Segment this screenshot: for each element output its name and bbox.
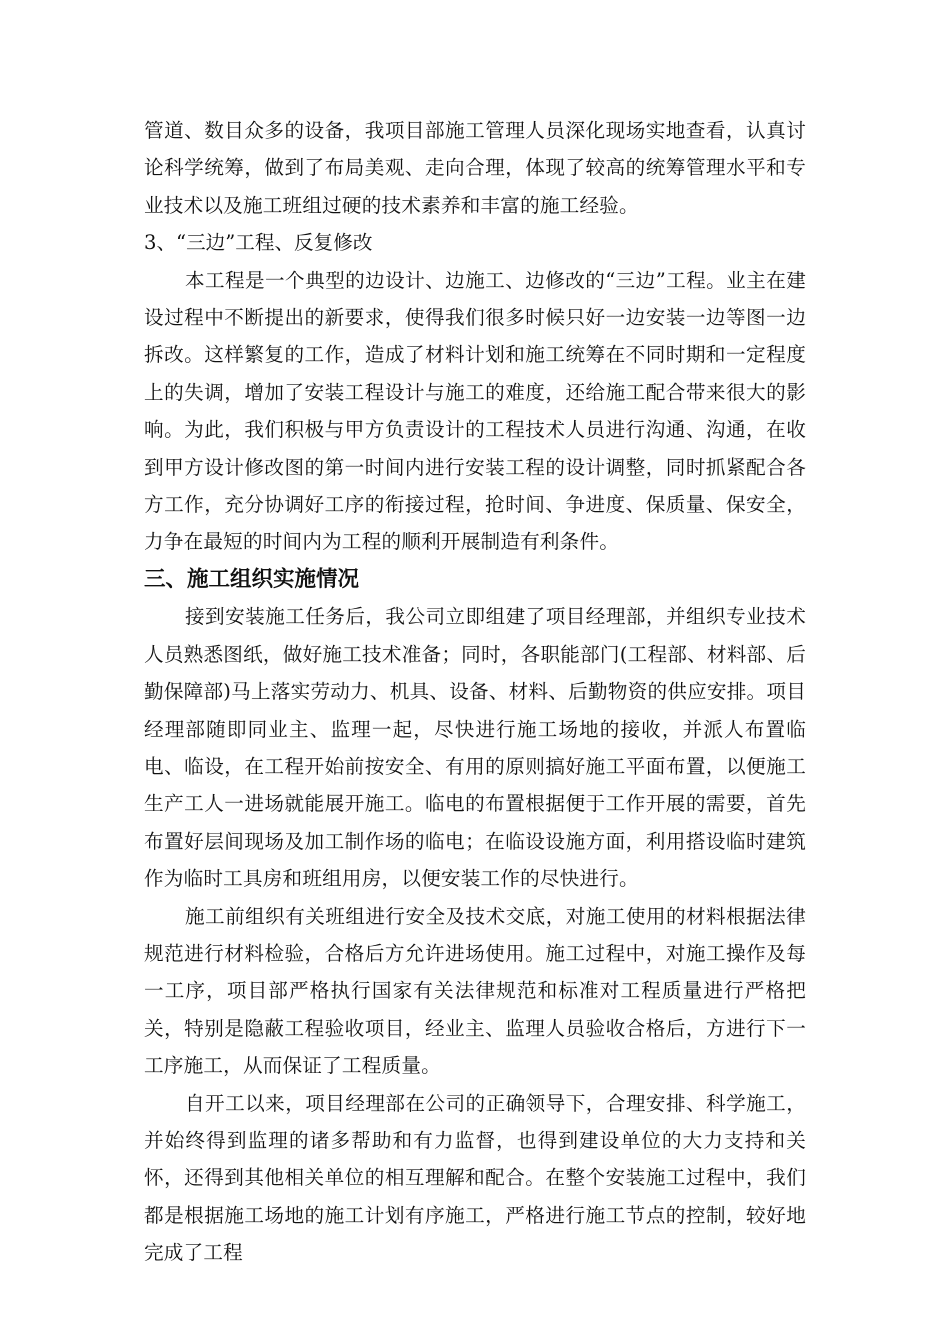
section-paragraph-1: 接到安装施工任务后，我公司立即组建了项目经理部，并组织专业技术人员熟悉图纸，做好施工技术准备；同时，各职能部门(工程部、材料部、后勤保障部)马上落实劳动力、机具、设备、材料、后勤物资的供应安排。项目经理部随即同业主、监理一起，尽快进行施工场地的接收，并派人布置临电、临设，在工程开始前按安全、有用的原则搞好施工平面布置，以便施工生产工人一进场就能展开施工。临电的布置根据便于工作开展的需要，首先布置好层间现场及加工制作场的临电；在临设设施方面，利用搭设临时建筑作为临时工具房和班组用房，以便安装工作的尽快进行。	[144, 605, 806, 891]
subheading-three-sides: 3、“三边”工程、反复修改	[144, 231, 373, 255]
paragraph-three-sides: 本工程是一个典型的边设计、边施工、边修改的“三边”工程。业主在建设过程中不断提出的新要求，使得我们很多时候只好一边安装一边等图一边拆改。这样繁复的工作，造成了材料计划和施工统筹在不同时期和一定程度上的失调，增加了安装工程设计与施工的难度，还给施工配合带来很大的影响。为此，我们积极与甲方负责设计的工程技术人员进行沟通、沟通，在收到甲方设计修改图的第一时间内进行安装工程的设计调整，同时抓紧配合各方工作，充分协调好工序的衔接过程，抢时间、争进度、保质量、保安全，力争在最短的时间内为工程的顺利开展制造有利条件。	[144, 268, 806, 554]
section-heading: 三、施工组织实施情况	[144, 566, 360, 592]
document-body	[144, 112, 806, 1272]
continuation-paragraph: 管道、数目众多的设备，我项目部施工管理人员深化现场实地查看，认真讨论科学统筹，做到了布局美观、走向合理，体现了较高的统筹管理水平和专业技术以及施工班组过硬的技术素养和丰富的施工经验。	[144, 119, 806, 217]
section-paragraph-3: 自开工以来，项目经理部在公司的正确领导下，合理安排、科学施工，并始终得到监理的诸多帮助和有力监督，也得到建设单位的大力支持和关怀，还得到其他相关单位的相互理解和配合。在整个安装施工过程中，我们都是根据施工场地的施工计划有序施工，严格进行施工节点的控制，较好地完成了工程	[144, 1091, 806, 1265]
section-paragraph-2: 施工前组织有关班组进行安全及技术交底，对施工使用的材料根据法律规范进行材料检验，合格后方允许进场使用。施工过程中，对施工操作及每一工序，项目部严格执行国家有关法律规范和标准对工程质量进行严格把关，特别是隐蔽工程验收项目，经业主、监理人员验收合格后，方进行下一工序施工，从而保证了工程质量。	[144, 904, 806, 1078]
